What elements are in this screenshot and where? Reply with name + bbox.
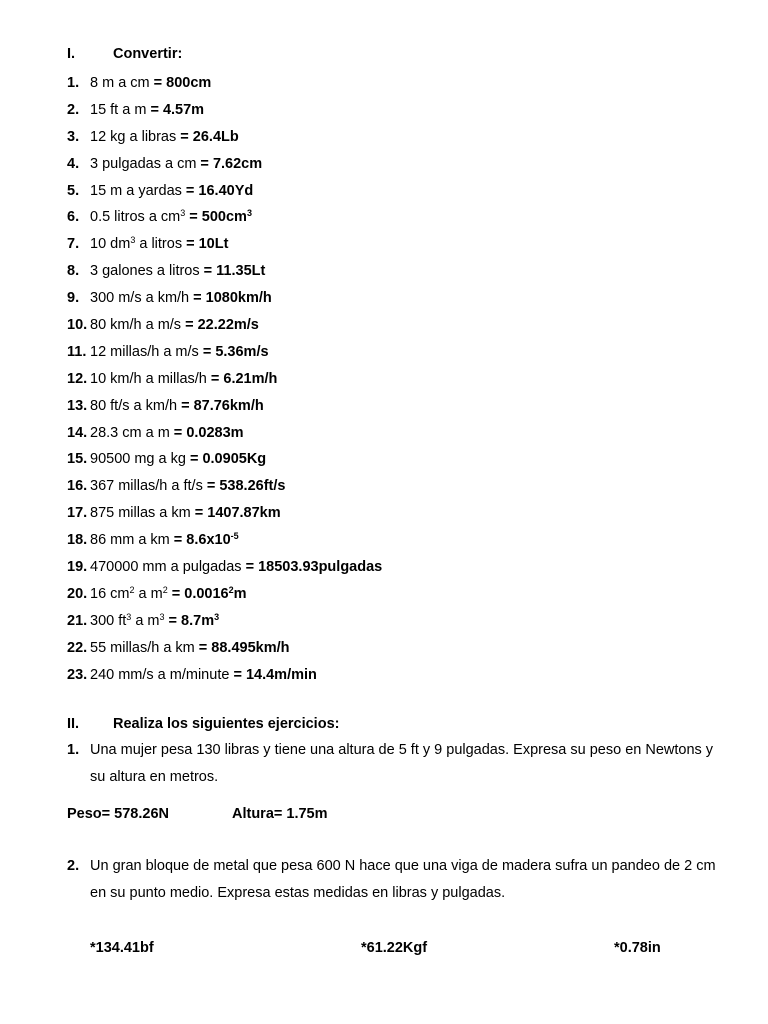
item-answer: 11.35Lt <box>216 263 266 280</box>
item-number: 21. <box>67 612 88 629</box>
item-question: 55 millas/h a km <box>90 639 195 656</box>
item-number: 14. <box>67 424 88 441</box>
item-number: 8. <box>67 263 80 280</box>
item-equals: = <box>206 370 224 387</box>
item-question: 10 km/h a millas/h <box>90 370 207 387</box>
item-equals: = <box>194 639 212 656</box>
conversion-item <box>67 393 382 420</box>
conversion-item <box>67 151 382 178</box>
conversion-item <box>67 500 382 527</box>
item-equals: = <box>146 101 163 118</box>
item-equals: = <box>181 182 199 199</box>
item-equals: = <box>169 424 187 441</box>
item-answer: 0.0905Kg <box>202 451 267 468</box>
conversion-item <box>67 527 382 554</box>
exercise-2 <box>67 853 727 907</box>
conversion-item <box>67 446 382 473</box>
item-number: 11. <box>67 343 87 360</box>
item-answer: 87.76km/h <box>193 397 264 414</box>
item-question: 16 $cm^2$ a $m^2$ <box>90 584 168 602</box>
item-number: 5. <box>67 182 80 199</box>
item-answer: 5.36m/s <box>215 343 269 360</box>
item-equals: = <box>176 128 193 145</box>
item-number: 19. <box>67 559 88 576</box>
item-answer: 538.26ft/s <box>219 478 286 495</box>
item-number: 18. <box>67 532 88 549</box>
item-question: 875 millas a km <box>90 505 191 522</box>
item-answer: 14.4m/min <box>245 666 317 683</box>
conversion-item <box>67 473 382 500</box>
item-number: 16. <box>67 478 88 495</box>
item-answer: 10Lt <box>198 236 229 253</box>
exercise-1-answer-weight: Peso= 578.26N <box>67 806 169 822</box>
conversion-item <box>67 97 382 124</box>
conversion-item <box>67 581 382 608</box>
item-question: 3 pulgadas a cm <box>90 155 197 172</box>
item-number: 10. <box>67 317 88 334</box>
conversion-item <box>67 285 382 312</box>
item-answer: 4.57m <box>162 101 205 118</box>
item-answer: 26.4Lb <box>192 128 239 145</box>
item-answer: 800cm <box>166 75 212 91</box>
item-equals: = <box>169 532 187 549</box>
item-equals: = <box>164 612 182 629</box>
item-question: 86 mm a km <box>90 532 170 549</box>
item-equals: = <box>190 505 208 522</box>
item-answer: 88.495km/h <box>211 639 290 656</box>
exercise-2-number: 2. <box>67 858 80 874</box>
item-number: 6. <box>67 209 80 226</box>
item-answer: 1407.87km <box>207 505 281 522</box>
conversion-item <box>67 608 382 635</box>
exercise-1-answer-height: Altura= 1.75m <box>232 806 328 822</box>
item-equals: = <box>182 236 199 253</box>
item-question: 80 ft/s a km/h <box>90 397 178 414</box>
item-answer: $8.6x10^{-5}$ <box>186 531 239 549</box>
item-answer: 16.40Yd <box>198 182 254 199</box>
item-number: 1. <box>67 75 80 91</box>
conversion-item <box>67 178 382 205</box>
item-equals: = <box>185 451 203 468</box>
item-equals: = <box>185 209 202 226</box>
exercise-1 <box>67 737 727 791</box>
exercise-1-text: Una mujer pesa 130 libras y tiene una altura de 5 ft y 9 pulgadas. Expresa su peso en Newtons y su altura en metros. <box>90 742 714 785</box>
exercise-1-number: 1. <box>67 742 80 758</box>
item-answer: 7.62cm <box>212 155 263 172</box>
item-answer: $8.7m^3$ <box>181 611 220 629</box>
item-equals: = <box>229 666 246 683</box>
item-question: 15 ft a m <box>90 101 147 118</box>
item-equals: = <box>202 478 220 495</box>
item-question: 240 mm/s a m/minute <box>90 666 230 683</box>
item-number: 3. <box>67 128 80 145</box>
section-1-number: I. <box>67 46 76 62</box>
item-question: 300 $ft^3$ a $m^3$ <box>90 611 165 629</box>
exercise-2-answer-kgf: *61.22Kgf <box>361 940 428 956</box>
conversion-item <box>67 258 382 285</box>
section-1-title: Convertir: <box>113 46 183 62</box>
item-number: 20. <box>67 585 88 602</box>
item-question: 367 millas/h a ft/s <box>90 478 203 495</box>
conversion-list <box>67 70 382 688</box>
item-question: 10 $dm^3$ a litros <box>90 235 183 253</box>
item-answer: 22.22m/s <box>197 317 259 334</box>
item-equals: = <box>149 75 167 91</box>
item-equals: = <box>189 290 206 307</box>
item-number: 12. <box>67 370 88 387</box>
item-number: 17. <box>67 505 88 522</box>
conversion-item <box>67 312 382 339</box>
item-number: 2. <box>67 101 80 118</box>
conversion-item <box>67 662 382 689</box>
conversion-item <box>67 635 382 662</box>
conversion-item <box>67 420 382 447</box>
section-2-title: Realiza los siguientes ejercicios: <box>113 716 340 732</box>
item-question: 12 kg a libras <box>90 128 177 145</box>
item-question: 470000 mm a pulgadas <box>90 559 242 576</box>
item-equals: = <box>167 585 185 602</box>
item-question: 28.3 cm a m <box>90 424 170 441</box>
item-answer: 0.0283m <box>186 424 244 441</box>
item-answer: $500cm^3$ <box>201 208 252 226</box>
exercise-2-text: Un gran bloque de metal que pesa 600 N hace que una viga de madera sufra un pandeo de 2 cm en su punto medio. Expresa estas medidas en libras y pulgadas. <box>90 858 716 901</box>
item-number: 13. <box>67 397 88 414</box>
item-question: 90500 mg a kg <box>90 451 186 468</box>
item-question: 80 km/h a m/s <box>90 317 182 334</box>
item-number: 9. <box>67 290 80 307</box>
conversion-item <box>67 204 382 231</box>
exercise-2-answer-inches: *0.78in <box>614 940 661 956</box>
conversion-item <box>67 366 382 393</box>
item-answer: 0.0016$^2$m <box>184 584 247 602</box>
item-equals: = <box>177 397 194 414</box>
item-answer: 18503.93pulgadas <box>258 559 383 576</box>
item-question: 3 galones a litros <box>90 263 200 280</box>
item-equals: = <box>198 343 216 360</box>
item-answer: 6.21m/h <box>223 370 278 387</box>
item-number: 22. <box>67 639 88 656</box>
item-equals: = <box>181 317 198 334</box>
conversion-item <box>67 339 382 366</box>
section-1-heading <box>67 46 182 62</box>
item-question: 15 m a yardas <box>90 182 182 199</box>
item-question: 12 millas/h a m/s <box>90 343 199 360</box>
item-number: 23. <box>67 666 88 683</box>
item-equals: = <box>199 263 217 280</box>
item-number: 4. <box>67 155 80 172</box>
item-number: 7. <box>67 236 80 253</box>
item-question: 300 m/s a km/h <box>90 290 190 307</box>
conversion-item <box>67 554 382 581</box>
item-answer: 1080km/h <box>205 290 272 307</box>
section-2-number: II. <box>67 716 80 732</box>
item-question: 0.5 litros a $cm^3$ <box>90 208 186 226</box>
exercise-2-answer-pounds: *134.41bf <box>90 940 154 956</box>
conversion-item <box>67 70 382 97</box>
section-2-heading <box>67 716 339 732</box>
item-question: 8 m a cm <box>90 75 150 91</box>
conversion-item <box>67 124 382 151</box>
item-number: 15. <box>67 451 88 468</box>
conversion-item <box>67 231 382 258</box>
item-equals: = <box>241 559 259 576</box>
item-equals: = <box>196 155 213 172</box>
